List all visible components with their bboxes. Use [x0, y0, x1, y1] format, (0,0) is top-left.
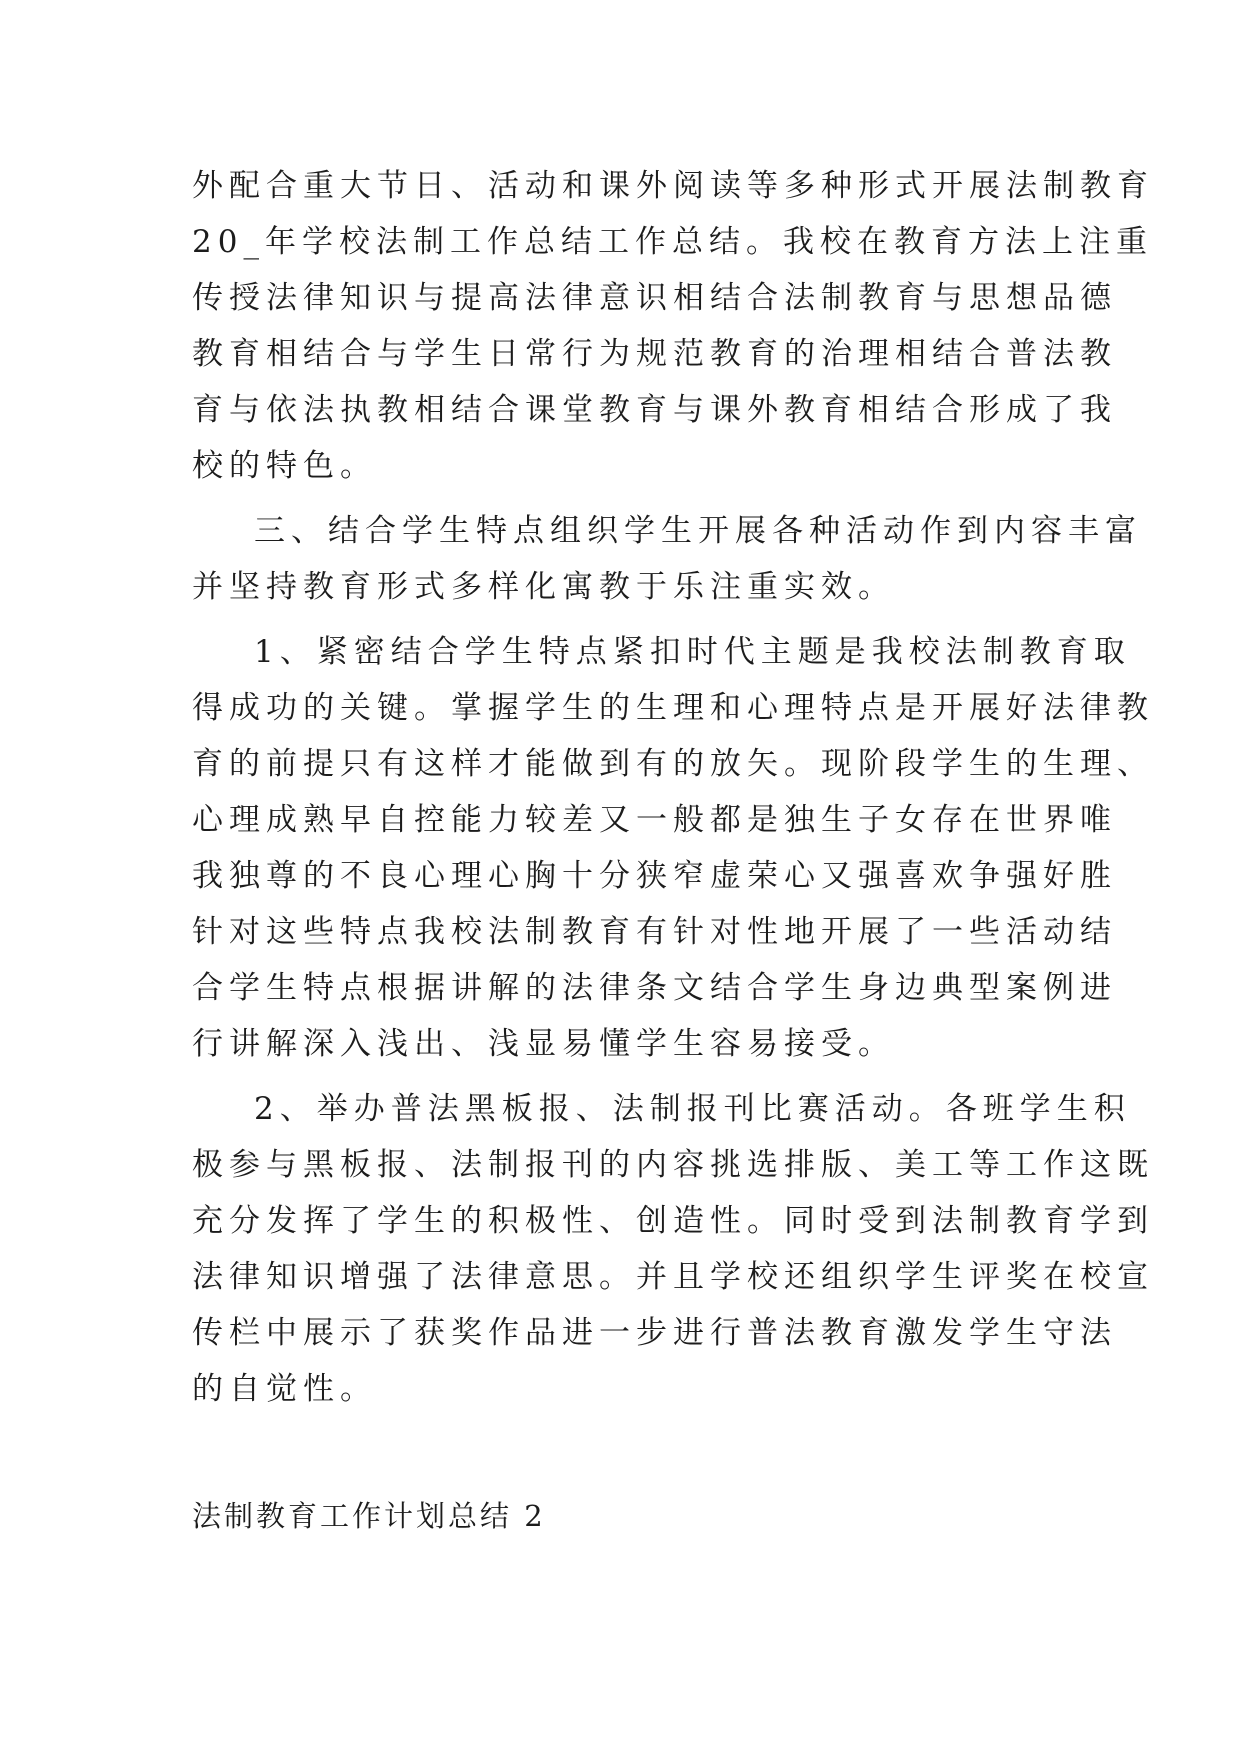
- text-line: 20_年学校法制工作总结工作总结。我校在教育方法上注重: [192, 224, 1153, 260]
- text-line: 针对这些特点我校法制教育有针对性地开展了一些活动结: [192, 914, 1117, 950]
- text-line: 充分发挥了学生的积极性、创造性。同时受到法制教育学到: [192, 1203, 1154, 1239]
- text-line: 得成功的关键。掌握学生的生理和心理特点是开展好法律教: [192, 690, 1154, 726]
- paragraph-heading: 三、结合学生特点组织学生开展各种活动作到内容丰富: [254, 513, 1142, 549]
- paragraph-first-line: 1、紧密结合学生特点紧扣时代主题是我校法制教育取: [254, 634, 1131, 670]
- text-line: 传栏中展示了获奖作品进一步进行普法教育激发学生守法: [192, 1315, 1117, 1351]
- text-line: 教育相结合与学生日常行为规范教育的治理相结合普法教: [192, 336, 1117, 372]
- text-line: 育与依法执教相结合课堂教育与课外教育相结合形成了我: [192, 392, 1117, 428]
- paragraph-first-line: 2、举办普法黑板报、法制报刊比赛活动。各班学生积: [254, 1091, 1131, 1127]
- text-line: 行讲解深入浅出、浅显易懂学生容易接受。: [192, 1026, 895, 1062]
- text-line: 心理成熟早自控能力较差又一般都是独生子女存在世界唯: [192, 802, 1117, 838]
- text-line: 法律知识增强了法律意思。并且学校还组织学生评奖在校宣: [192, 1259, 1154, 1295]
- section-title: 法制教育工作计划总结 2: [192, 1499, 546, 1533]
- text-line: 传授法律知识与提高法律意识相结合法制教育与思想品德: [192, 280, 1117, 316]
- text-line: 校的特色。: [192, 448, 377, 484]
- text-line: 我独尊的不良心理心胸十分狭窄虚荣心又强喜欢争强好胜: [192, 858, 1117, 894]
- text-line: 育的前提只有这样才能做到有的放矢。现阶段学生的生理、: [192, 746, 1154, 782]
- text-line: 外配合重大节日、活动和课外阅读等多种形式开展法制教育: [192, 168, 1154, 204]
- text-line: 并坚持教育形式多样化寓教于乐注重实效。: [192, 569, 895, 605]
- text-line: 极参与黑板报、法制报刊的内容挑选排版、美工等工作这既: [192, 1147, 1154, 1183]
- text-line: 合学生特点根据讲解的法律条文结合学生身边典型案例进: [192, 970, 1117, 1006]
- text-line: 的自觉性。: [192, 1371, 377, 1407]
